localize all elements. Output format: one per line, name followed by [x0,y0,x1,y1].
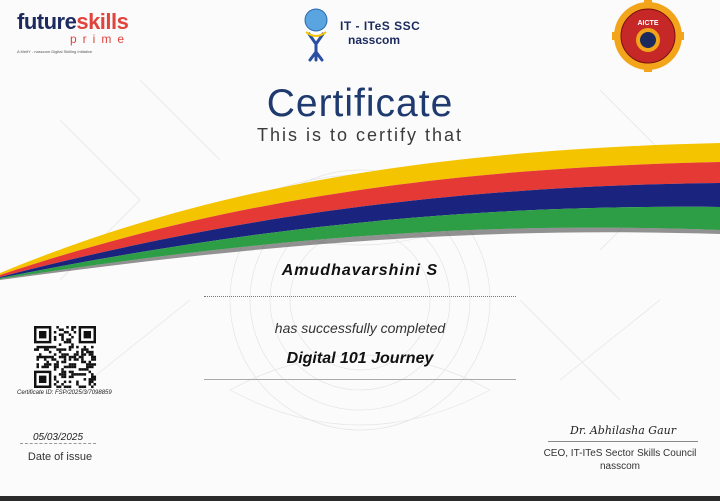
futureskills-word-skills: skills [76,9,129,34]
color-ribbon [0,143,720,280]
qr-code [34,326,96,388]
futureskills-prime: prime [70,32,131,46]
futureskills-word-future: future [17,9,77,34]
course-divider [204,379,516,380]
aicte-emblem-icon [612,0,684,72]
bottom-edge [0,496,720,501]
nasscom-label: nasscom [348,33,401,47]
signature: Dr. Abhilasha Gaur [570,424,676,437]
name-divider [204,296,516,297]
futureskills-tagline: A MeitY - nasscom Digital Skilling Initiative [17,49,93,54]
completion-statement: has successfully completed [274,320,446,336]
signature-divider [548,441,698,442]
recipient-name: Amudhavarshini S [281,262,439,279]
certificate-subtitle: This is to certify that [256,125,464,145]
date-divider [20,443,96,444]
issue-date-label: Date of issue [27,451,93,463]
aicte-label: AICTE [637,20,659,27]
issue-date: 05/03/2025 [32,432,84,443]
signatory-title: CEO, IT-ITeS Sector Skills Council [543,448,697,459]
signatory-organization: nasscom [599,461,640,472]
certificate-title: Certificate [266,82,454,125]
nasscom-ssc-label: IT - ITeS SSC [340,19,421,33]
course-name: Digital 101 Journey [286,350,434,367]
certificate-id: Certificate ID: FSP/2025/3/7098859 [17,390,112,396]
nasscom-emblem-icon [305,9,327,60]
